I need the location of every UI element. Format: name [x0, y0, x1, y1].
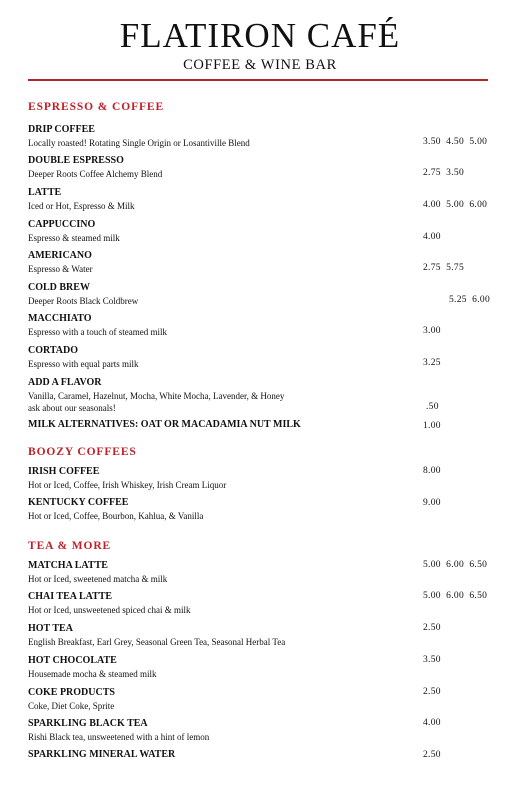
item-name: HOT CHOCOLATE: [28, 655, 117, 666]
item-description: Vanilla, Caramel, Hazelnut, Mocha, White Mocha, Lavender, & Honey: [28, 391, 285, 401]
item-name: SPARKLING BLACK TEA: [28, 718, 148, 729]
menu-item-hot-chocolate: [28, 654, 498, 680]
item-price: .50: [426, 402, 439, 412]
item-name: MATCHA LATTE: [28, 560, 108, 571]
menu-item-kentucky-coffee: [28, 496, 498, 522]
menu-item-irish-coffee: [28, 465, 498, 491]
item-description: Rishi Black tea, unsweetened with a hint of lemon: [28, 732, 210, 742]
item-description: Espresso with a touch of steamed milk: [28, 327, 167, 337]
item-name: MACCHIATO: [28, 313, 92, 324]
menu-item-cortado: [28, 344, 498, 370]
item-price: 3.50: [423, 655, 441, 665]
item-name: ADD A FLAVOR: [28, 377, 102, 388]
item-description: Deeper Roots Coffee Alchemy Blend: [28, 169, 163, 179]
item-description: Hot or Iced, Coffee, Bourbon, Kahlua, & Vanilla: [28, 511, 204, 521]
menu-item-sparkling-mineral-water: [28, 748, 498, 761]
item-name: IRISH COFFEE: [28, 466, 100, 477]
section-title-espresso: ESPRESSO & COFFEE: [28, 101, 165, 113]
item-price: 2.75 5.75: [423, 263, 464, 273]
item-description: Locally roasted! Rotating Single Origin or Losantiville Blend: [28, 138, 250, 148]
item-description-note: ask about our seasonals!: [28, 403, 116, 413]
item-description: Iced or Hot, Espresso & Milk: [28, 201, 135, 211]
item-price: 9.00: [423, 498, 441, 508]
item-price: 4.00: [423, 232, 441, 242]
section-title-boozy: BOOZY COFFEES: [28, 446, 137, 458]
menu-item-matcha-latte: [28, 559, 498, 585]
item-price: 5.00 6.00 6.50: [423, 560, 488, 570]
item-description: Hot or Iced, sweetened matcha & milk: [28, 574, 168, 584]
page-subtitle: COFFEE & WINE BAR: [183, 57, 337, 73]
item-description: Espresso & steamed milk: [28, 233, 120, 243]
item-price: 3.25: [423, 358, 441, 368]
item-name: SPARKLING MINERAL WATER: [28, 749, 176, 760]
menu-item-chai-tea-latte: [28, 590, 498, 616]
item-name: MILK ALTERNATIVES: OAT OR MACADAMIA NUT MILK: [28, 419, 301, 430]
section-title-tea: TEA & MORE: [28, 540, 112, 552]
item-price: 2.50: [423, 750, 441, 760]
page-title: FLATIRON CAFÉ: [119, 16, 401, 55]
item-name: HOT TEA: [28, 623, 73, 634]
menu-item-double-espresso: [28, 154, 498, 180]
item-price: 1.00: [423, 421, 441, 431]
header-divider: [28, 79, 488, 81]
item-name: COLD BREW: [28, 282, 90, 293]
item-description: Coke, Diet Coke, Sprite: [28, 701, 115, 711]
item-name: KENTUCKY COFFEE: [28, 497, 129, 508]
item-name: DOUBLE ESPRESSO: [28, 155, 124, 166]
item-description: Housemade mocha & steamed milk: [28, 669, 157, 679]
item-price: 2.50: [423, 687, 441, 697]
item-name: CORTADO: [28, 345, 79, 356]
item-price: 4.00: [423, 718, 441, 728]
item-price: 2.75 3.50: [423, 168, 464, 178]
item-price: 3.00: [423, 326, 441, 336]
item-price: 8.00: [423, 466, 441, 476]
item-name: CAPPUCCINO: [28, 219, 96, 230]
item-name: DRIP COFFEE: [28, 124, 95, 135]
item-name: LATTE: [28, 187, 62, 198]
item-description: Hot or Iced, Coffee, Irish Whiskey, Irish Cream Liquor: [28, 480, 227, 490]
item-name: AMERICANO: [28, 250, 92, 261]
item-description: English Breakfast, Earl Grey, Seasonal Green Tea, Seasonal Herbal Tea: [28, 637, 286, 647]
item-description: Hot or Iced, unsweetened spiced chai & milk: [28, 605, 191, 615]
menu-item-coke-products: [28, 686, 498, 712]
item-price: 5.00 6.00 6.50: [423, 591, 488, 601]
menu-item-hot-tea: [28, 622, 498, 648]
menu-item-cappuccino: [28, 218, 498, 244]
item-price: 4.00 5.00 6.00: [423, 200, 488, 210]
item-description: Espresso with equal parts milk: [28, 359, 139, 369]
menu-item-americano: [28, 249, 498, 275]
item-description: Deeper Roots Black Coldbrew: [28, 296, 139, 306]
menu-item-latte: [28, 186, 498, 212]
item-description: Espresso & Water: [28, 264, 93, 274]
menu-item-cold-brew: [28, 281, 498, 307]
item-price: 3.50 4.50 5.00: [423, 137, 488, 147]
menu-item-milk-alternatives: [28, 418, 498, 431]
menu-item-macchiato: [28, 312, 498, 338]
item-name: COKE PRODUCTS: [28, 687, 115, 698]
item-price: 2.50: [423, 623, 441, 633]
item-price: 5.25 6.00: [449, 295, 490, 305]
item-name: CHAI TEA LATTE: [28, 591, 113, 602]
menu-item-sparkling-black-tea: [28, 717, 498, 743]
menu-item-add-a-flavor: [28, 376, 498, 414]
menu-item-drip-coffee: [28, 123, 498, 149]
